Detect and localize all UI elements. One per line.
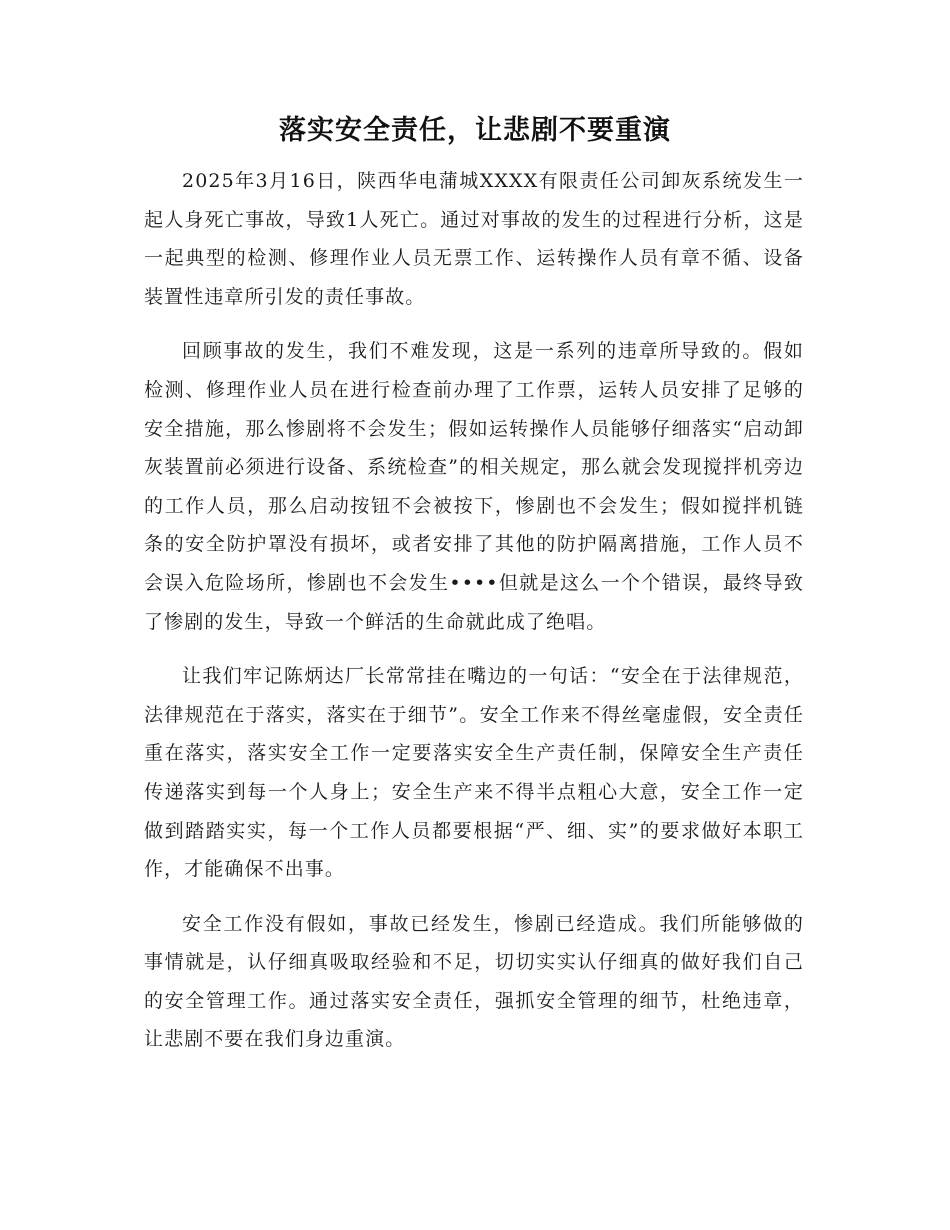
paragraph-accident-summary: 2025年3月16日，陕西华电蒲城XXXX有限责任公司卸灰系统发生一起人身死亡事故，导致1人死亡。通过对事故的发生的过程进行分析，这是一起典型的检测、修理作业人员无票工作、运转操作人员有章不循、设备装置性违章所引发的责任事故。 <box>144 170 804 308</box>
document-body <box>144 162 804 1075</box>
paragraph-conclusion: 安全工作没有假如，事故已经发生，惨剧已经造成。我们所能够做的事情就是，认仔细真吸取经验和不足，切切实实认仔细真的做好我们自己的安全管理工作。通过落实安全责任，强抓安全管理的细节，杜绝违章，让悲剧不要在我们身边重演。 <box>144 912 804 1051</box>
paragraph-safety-principles: 让我们牢记陈炳达厂长常常挂在嘴边的一句话：“安全在于法律规范，法律规范在于落实，落实在于细节”。安全工作来不得丝毫虚假，安全责任重在落实，落实安全工作一定要落实安全生产责任制，保障安全生产责任传递落实到每一个人身上；安全生产来不得半点粗心大意，安全工作一定做到踏踏实实，每一个工作人员都要根据“严、细、实”的要求做好本职工作，才能确保不出事。 <box>144 665 804 881</box>
document-title: 落实安全责任，让悲剧不要重演 <box>279 115 671 146</box>
paragraph-accident-review: 回顾事故的发生，我们不难发现，这是一系列的违章所导致的。假如检测、修理作业人员在进行检查前办理了工作票，运转人员安排了足够的安全措施，那么惨剧将不会发生；假如运转操作人员能够仔细落实“启动卸灰装置前必须进行设备、系统检查”的相关规定，那么就会发现搅拌机旁边的工作人员，那么启动按钮不会被按下，惨剧也不会发生；假如搅拌机链条的安全防护罩没有损坏，或者安排了其他的防护隔离措施，工作人员不会误入危险场所，惨剧也不会发生••••但就是这么一个个错误，最终导致了惨剧的发生，导致一个鲜活的生命就此成了绝唱。 <box>144 340 804 633</box>
